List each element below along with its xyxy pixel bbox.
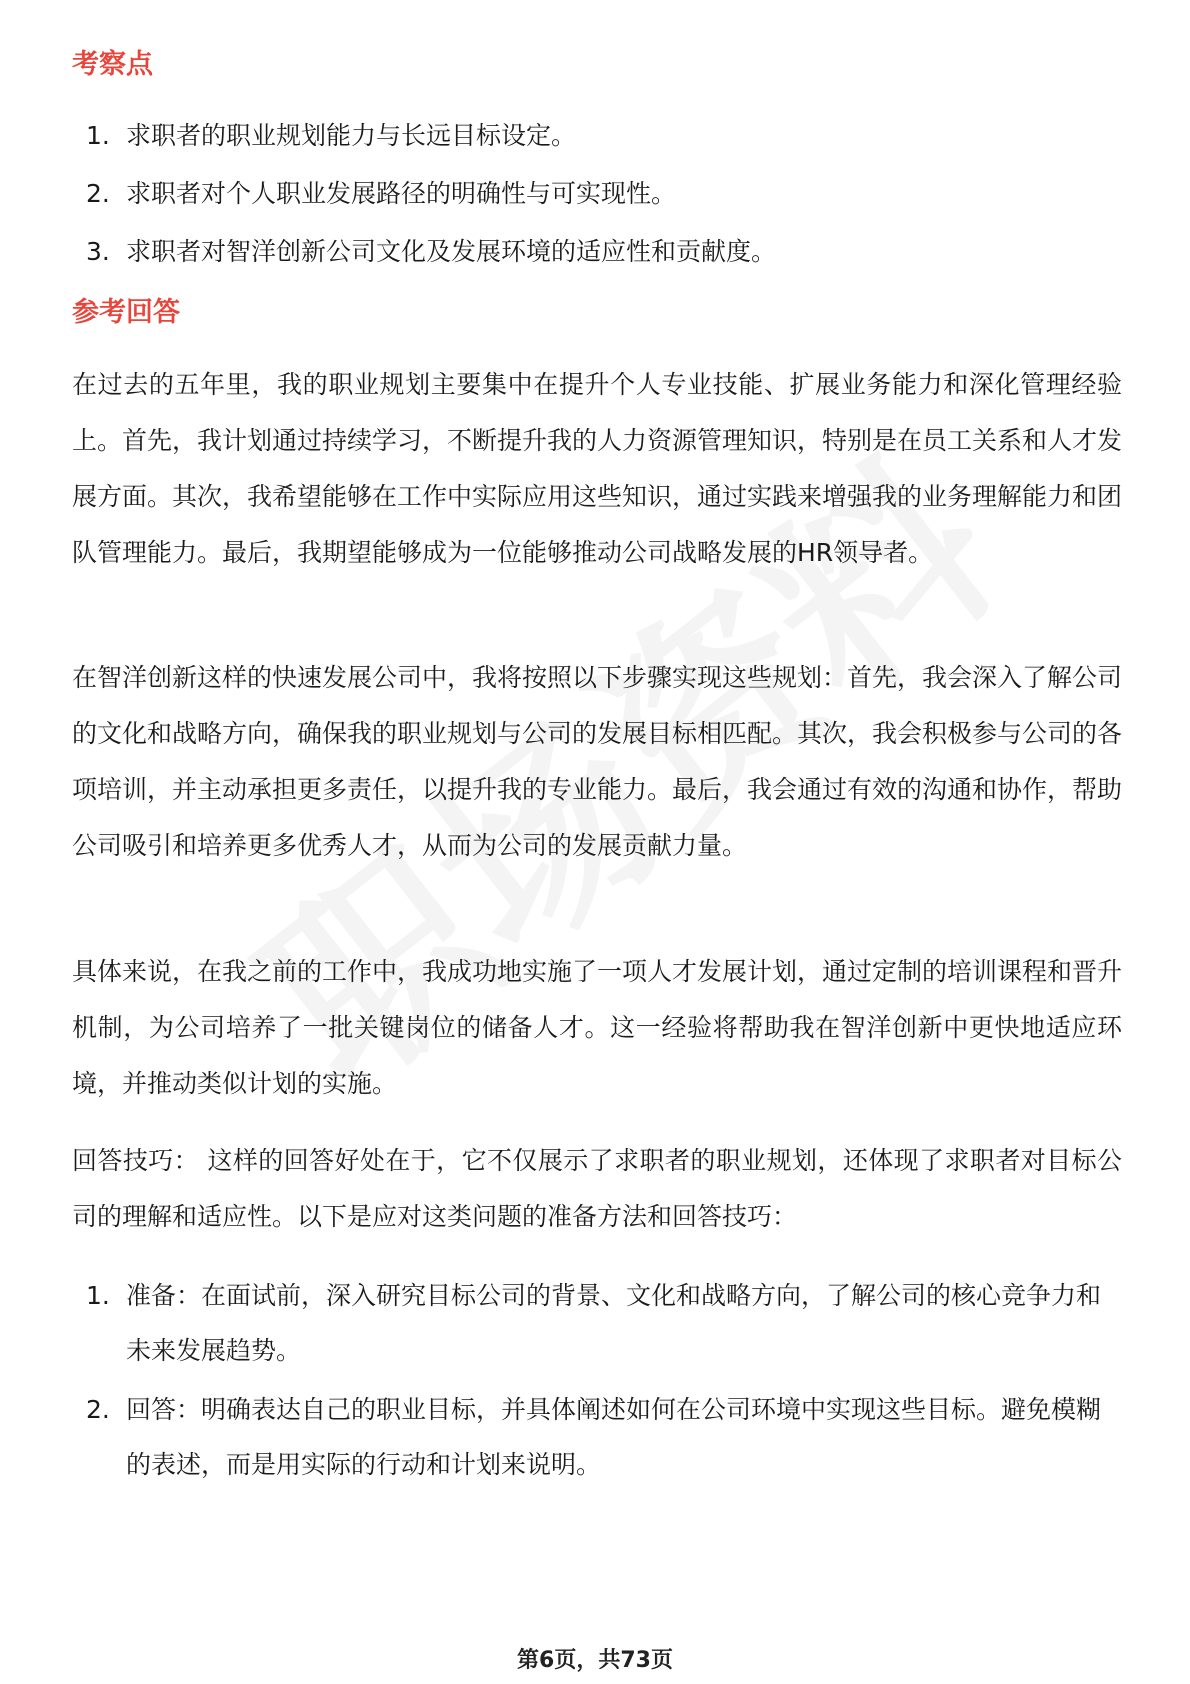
focus-heading: 考察点 — [72, 49, 153, 80]
list-item — [72, 165, 1122, 223]
list-number: 3. — [86, 237, 110, 266]
list-text: 准备：在面试前，深入研究目标公司的背景、文化和战略方向，了解公司的核心竞争力和未来发展趋势。 — [126, 1281, 1102, 1365]
list-item — [72, 107, 1122, 165]
list-number: 2. — [86, 1395, 110, 1424]
answer-paragraph: 在智洋创新这样的快速发展公司中，我将按照以下步骤实现这些规划：首先，我会深入了解公司的文化和战略方向，确保我的职业规划与公司的发展目标相匹配。其次，我会积极参与公司的各项培训，并主动承担更多责任，以提升我的专业能力。最后，我会通过有效的沟通和协作，帮助公司吸引和培养更多优秀人才，从而为公司的发展贡献力量。 — [72, 663, 1123, 860]
list-text: 求职者的职业规划能力与长远目标设定。 — [126, 121, 577, 150]
focus-points-list — [72, 107, 1122, 281]
tips-list — [72, 1268, 1122, 1496]
list-item — [72, 1268, 1122, 1378]
page-footer: 第6页，共73页 — [517, 1648, 673, 1673]
list-text: 求职者对智洋创新公司文化及发展环境的适应性和贡献度。 — [126, 237, 777, 266]
answer-paragraph: 具体来说，在我之前的工作中，我成功地实施了一项人才发展计划，通过定制的培训课程和晋升机制，为公司培养了一批关键岗位的储备人才。这一经验将帮助我在智洋创新中更快地适应环境，并推动类似计划的实施。 — [72, 957, 1123, 1098]
list-item — [72, 223, 1122, 281]
answer-tips-paragraph: 回答技巧： 这样的回答好处在于，它不仅展示了求职者的职业规划，还体现了求职者对目标公司的理解和适应性。以下是应对这类问题的准备方法和回答技巧： — [72, 1146, 1122, 1231]
answer-paragraph: 在过去的五年里，我的职业规划主要集中在提升个人专业技能、扩展业务能力和深化管理经验上。首先，我计划通过持续学习，不断提升我的人力资源管理知识，特别是在员工关系和人才发展方面。其次，我希望能够在工作中实际应用这些知识，通过实践来增强我的业务理解能力和团队管理能力。最后，我期望能够成为一位能够推动公司战略发展的HR领导者。 — [72, 370, 1123, 567]
list-number: 2. — [86, 179, 110, 208]
list-number: 1. — [86, 121, 110, 150]
list-number: 1. — [86, 1281, 110, 1310]
list-text: 回答：明确表达自己的职业目标，并具体阐述如何在公司环境中实现这些目标。避免模糊的表述，而是用实际的行动和计划来说明。 — [126, 1395, 1102, 1479]
list-item — [72, 1382, 1122, 1492]
answer-heading: 参考回答 — [72, 297, 180, 328]
list-text: 求职者对个人职业发展路径的明确性与可实现性。 — [126, 179, 677, 208]
